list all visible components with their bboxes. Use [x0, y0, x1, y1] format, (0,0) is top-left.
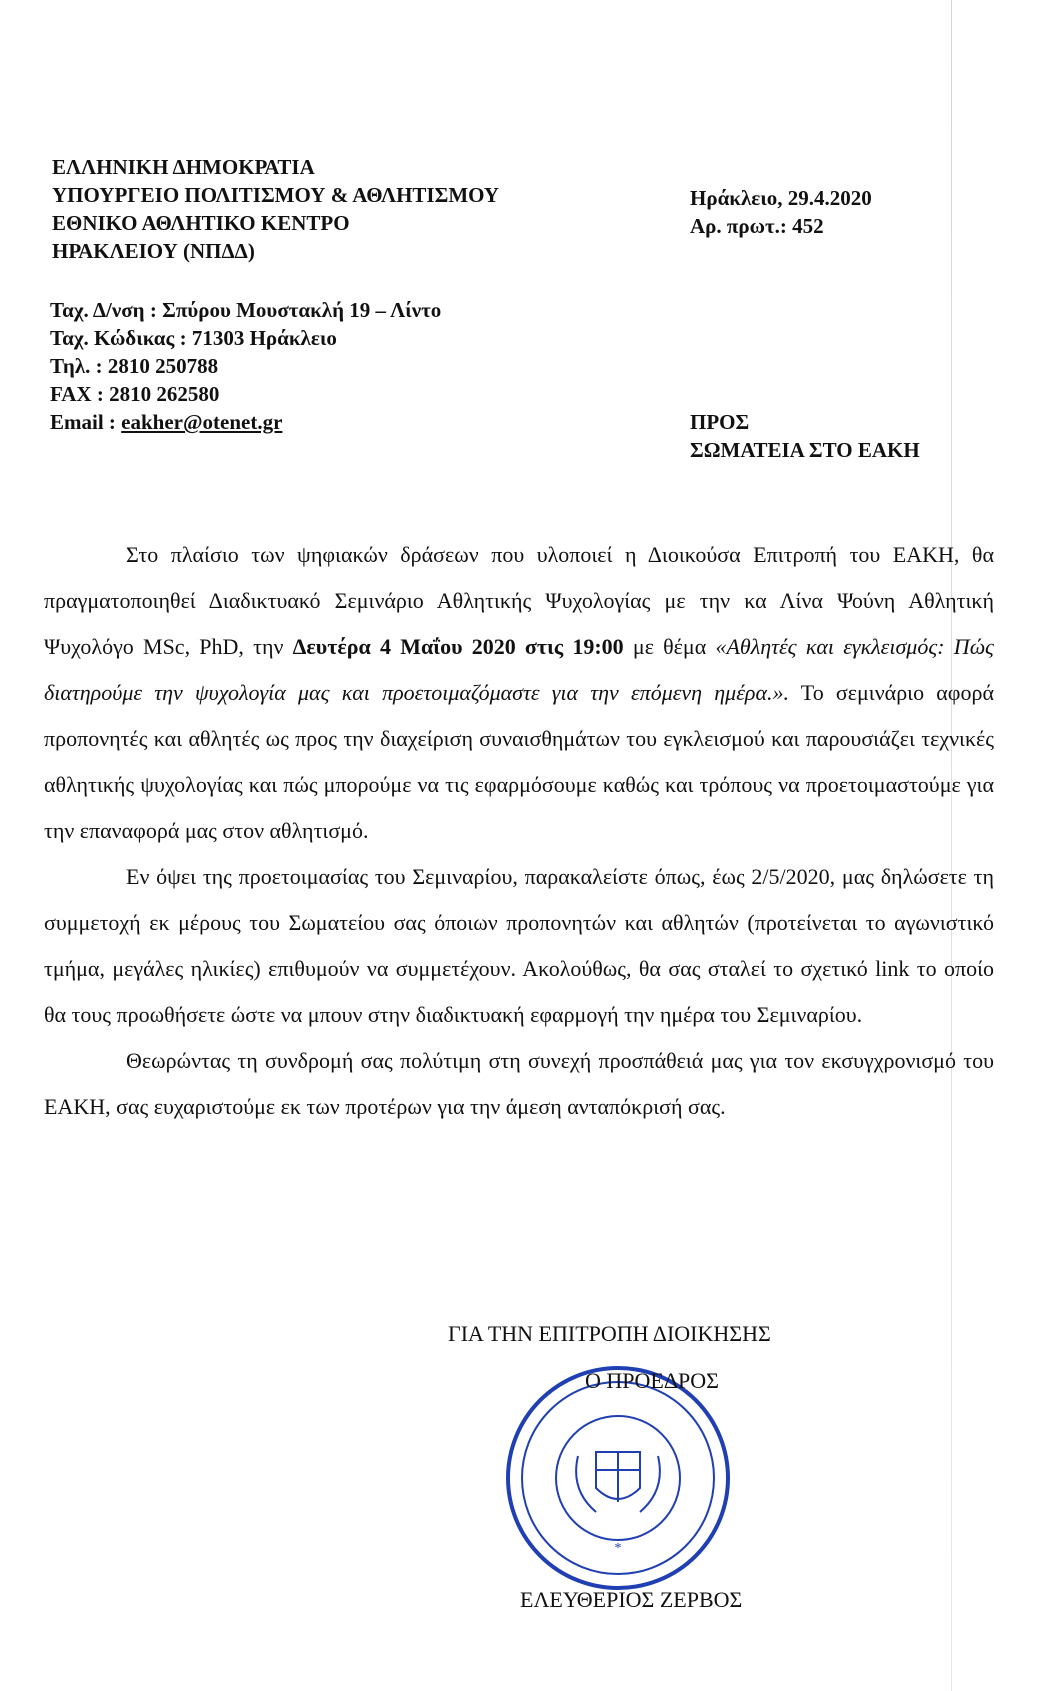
organization-header — [52, 153, 499, 265]
org-line-3: ΕΘΝΙΚΟ ΑΘΛΗΤΙΚΟ ΚΕΝΤΡΟ — [52, 211, 350, 235]
org-line-1: ΕΛΛΗΝΙΚΗ ΔΗΜΟΚΡΑΤΙΑ — [52, 155, 315, 179]
president-title: Ο ΠΡΟΕΔΡΟΣ — [585, 1368, 719, 1393]
paragraph-1-text-b: με θέμα — [623, 634, 716, 659]
seminar-topic: «Αθλητές και εγκλεισμός: Πώς διατηρούμε την ψυχολογία μας και προετοιμαζόμαστε για την επόμενη ημέρα.». — [44, 634, 994, 705]
date-protocol-block — [690, 184, 872, 240]
phone: Τηλ. : 2810 250788 — [50, 354, 219, 378]
seminar-datetime: Δευτέρα 4 Μαΐου 2020 στις 19:00 — [292, 634, 624, 659]
recipient-name: ΣΩΜΑΤΕΙΑ ΣΤΟ ΕΑΚΗ — [690, 438, 920, 462]
paragraph-3: Θεωρώντας τη συνδρομή σας πολύτιμη στη συνεχή προσπάθειά μας για τον εκσυγχρονισμό του ΕΑΚΗ, σας ευχαριστούμε εκ των προτέρων για την άμεση ανταπόκρισή σας. — [44, 1048, 994, 1119]
email-link[interactable]: eakher@otenet.gr — [121, 410, 283, 434]
org-line-4: ΗΡΑΚΛΕΙΟΥ (ΝΠΔΔ) — [52, 239, 255, 263]
official-seal-stamp — [500, 1360, 736, 1596]
email-label: Email : — [50, 410, 122, 434]
org-line-2: ΥΠΟΥΡΓΕΙΟ ΠΟΛΙΤΙΣΜΟΥ & ΑΘΛΗΤΙΣΜΟΥ — [52, 183, 500, 207]
recipient-label: ΠΡΟΣ — [690, 410, 750, 434]
paragraph-1 — [44, 532, 994, 854]
paragraph-1-text-c: Το σεμινάριο αφορά προπονητές και αθλητές ως προς την διαχείριση συναισθημάτων του εγκλεισμού και παρουσιάζει τεχνικές αθλητικής ψυχολογίας και πώς μπορούμε να τις εφαρμόσουμε καθώς και τρόπους να προετοιμαστούμε για την επαναφορά μας στον αθλητισμό. — [44, 680, 995, 843]
svg-text:*: * — [614, 1541, 622, 1556]
place-date: Ηράκλειο, 29.4.2020 — [690, 186, 872, 210]
paragraph-2: Εν όψει της προετοιμασίας του Σεμιναρίου, παρακαλείστε όπως, έως 2/5/2020, μας δηλώσετε τη συμμετοχή εκ μέρους του Σωματείου σας όποιων προπονητών και αθλητών (προτείνεται το αγωνιστικό τμήμα, μεγάλες ηλικίες) επιθυμούν να συμμετέχουν. Ακολούθως, θα σας σταλεί το σχετικό link το οποίο θα τους προωθήσετε ώστε να μπουν στην διαδικτυακή εφαρμογή την ημέρα του Σεμιναρίου. — [44, 864, 994, 1027]
address: Ταχ. Δ/νση : Σπύρου Μουστακλή 19 – Λίντο — [50, 298, 442, 322]
signatory-name: ΕΛΕΥΘΕΡΙΟΣ ΖΕΡΒΟΣ — [520, 1587, 743, 1612]
recipient-block — [690, 408, 920, 464]
fax: FAX : 2810 262580 — [50, 382, 220, 406]
contact-block — [50, 296, 441, 436]
protocol-number: Αρ. πρωτ.: 452 — [690, 214, 824, 238]
email-line — [50, 408, 441, 436]
committee-signoff: ΓΙΑ ΤΗΝ ΕΠΙΤΡΟΠΗ ΔΙΟΙΚΗΣΗΣ — [448, 1321, 771, 1346]
letter-body — [44, 532, 994, 1130]
postcode: Ταχ. Κώδικας : 71303 Ηράκλειο — [50, 326, 337, 350]
paragraph-1-text-a: Στο πλαίσιο των ψηφιακών δράσεων που υλοποιεί η Διοικούσα Επιτροπή του ΕΑΚΗ, θα πραγματοποιηθεί Διαδικτυακό Σεμινάριο Αθλητικής Ψυχολογίας με την κα Λίνα Ψούνη Αθλητική Ψυχολόγο MSc, PhD, την — [44, 542, 994, 659]
